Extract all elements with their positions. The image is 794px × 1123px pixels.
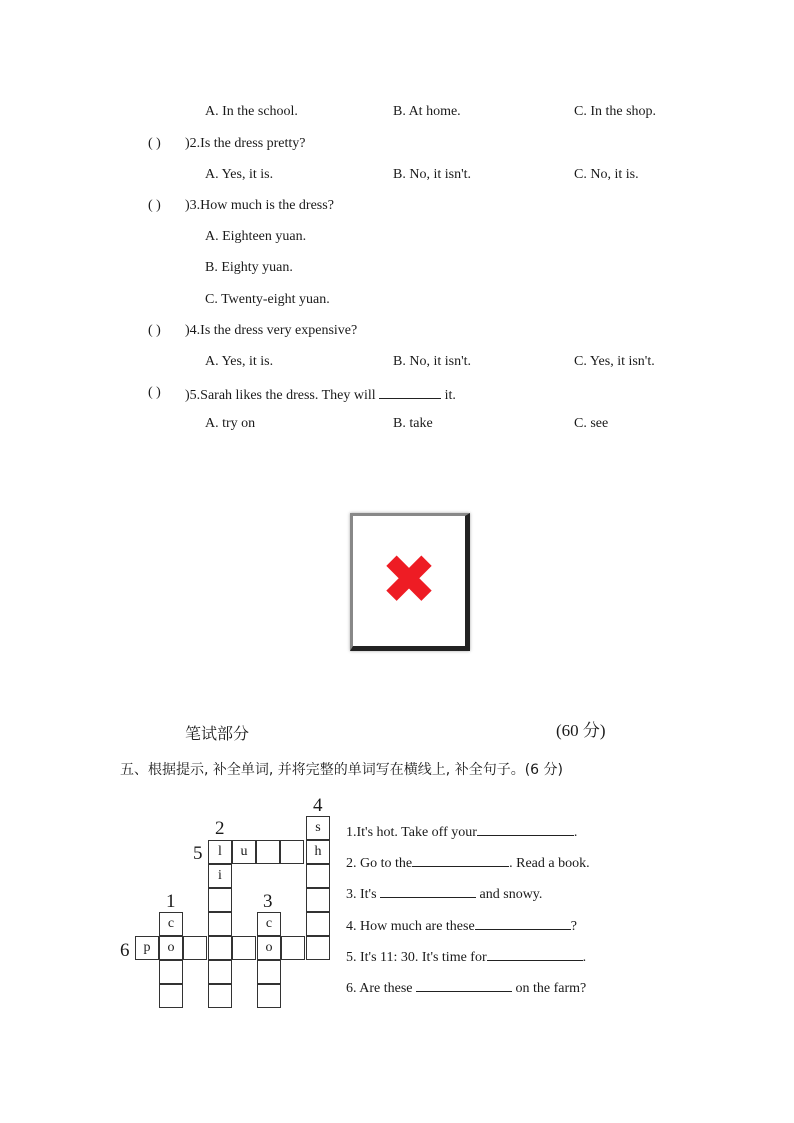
clue-6 <box>346 978 586 997</box>
crossword-cell[interactable] <box>306 912 330 936</box>
clue-3 <box>346 884 542 903</box>
clue-6-end: on the farm? <box>515 981 587 996</box>
crossword-cell[interactable] <box>159 960 183 984</box>
crossword-cell[interactable] <box>257 960 281 984</box>
crossword-number-3: 3 <box>263 891 273 912</box>
clue-5-text: 5. It's 11: 30. It's time for <box>346 950 487 965</box>
crossword-cell[interactable] <box>208 984 232 1008</box>
q5-option-a: A. try on <box>205 416 256 431</box>
clue-3-blank[interactable] <box>380 884 476 898</box>
q5-blank[interactable] <box>379 385 441 399</box>
q1-option-c: C. In the shop. <box>574 104 657 119</box>
crossword-cell[interactable]: c <box>159 912 183 936</box>
crossword-cell[interactable] <box>208 960 232 984</box>
q5-answer-paren[interactable]: ( ) <box>148 385 161 400</box>
crossword-cell[interactable] <box>183 936 207 960</box>
crossword-cell[interactable] <box>306 864 330 888</box>
crossword-number-4: 4 <box>313 795 323 816</box>
red-x-icon: ✖ <box>380 541 438 620</box>
q3-option-c: C. Twenty-eight yuan. <box>205 292 330 307</box>
q4-option-b: B. No, it isn't. <box>393 354 471 369</box>
written-section-score: (60 分) <box>556 721 606 740</box>
written-section-title: 笔试部分 <box>185 724 250 743</box>
crossword-cell[interactable]: l <box>208 840 232 864</box>
crossword-cell[interactable]: i <box>208 864 232 888</box>
crossword-number-1: 1 <box>166 891 176 912</box>
crossword-number-2: 2 <box>215 818 225 839</box>
clue-2-end: . Read a book. <box>509 856 590 871</box>
q4-answer-paren[interactable]: ( ) <box>148 323 161 338</box>
q5-option-c: C. see <box>574 416 609 431</box>
clue-3-end: and snowy. <box>479 887 543 902</box>
clue-2 <box>346 853 590 872</box>
q4-stem: )4.Is the dress very expensive? <box>185 323 358 338</box>
crossword-cell[interactable] <box>257 984 281 1008</box>
crossword-cell[interactable]: o <box>159 936 183 960</box>
q3-option-a: A. Eighteen yuan. <box>205 229 307 244</box>
clue-4-blank[interactable] <box>475 916 571 930</box>
clue-1 <box>346 822 577 841</box>
q2-option-a: A. Yes, it is. <box>205 167 274 182</box>
crossword-cell[interactable]: h <box>306 840 330 864</box>
clue-5 <box>346 947 586 966</box>
crossword-cell[interactable] <box>208 888 232 912</box>
crossword-cell[interactable]: p <box>135 936 159 960</box>
clue-1-text: 1.It's hot. Take off your <box>346 825 477 840</box>
crossword-number-6: 6 <box>120 940 130 961</box>
crossword-number-5: 5 <box>193 843 203 864</box>
q3-stem: )3.How much is the dress? <box>185 198 334 213</box>
clue-6-blank[interactable] <box>416 978 512 992</box>
q5-stem-end: it. <box>444 388 456 403</box>
q1-option-b: B. At home. <box>393 104 461 119</box>
clue-4-end: ? <box>570 919 577 934</box>
clue-1-blank[interactable] <box>477 822 574 836</box>
clue-2-text: 2. Go to the <box>346 856 413 871</box>
clue-4-text: 4. How much are these <box>346 919 475 934</box>
q2-option-c: C. No, it is. <box>574 167 639 182</box>
clue-1-end: . <box>573 825 578 840</box>
crossword-cell[interactable] <box>208 912 232 936</box>
crossword-cell[interactable] <box>281 936 305 960</box>
clue-4 <box>346 916 577 935</box>
q4-option-a: A. Yes, it is. <box>205 354 274 369</box>
crossword-cell[interactable] <box>280 840 304 864</box>
crossword-cell[interactable] <box>232 936 256 960</box>
q3-answer-paren[interactable]: ( ) <box>148 198 161 213</box>
q1-option-a: A. In the school. <box>205 104 298 119</box>
crossword-cell[interactable] <box>306 936 330 960</box>
clue-3-text: 3. It's <box>346 887 377 902</box>
q2-stem: )2.Is the dress pretty? <box>185 136 306 151</box>
crossword-cell[interactable] <box>208 936 232 960</box>
crossword-cell[interactable]: c <box>257 912 281 936</box>
broken-image-icon <box>350 513 470 651</box>
q2-answer-paren[interactable]: ( ) <box>148 136 161 151</box>
q5-stem-start: )5.Sarah likes the dress. They will <box>185 388 376 403</box>
q4-option-c: C. Yes, it isn't. <box>574 354 655 369</box>
crossword-cell[interactable] <box>306 888 330 912</box>
clue-5-blank[interactable] <box>487 947 583 961</box>
crossword-cell[interactable] <box>256 840 280 864</box>
crossword-cell[interactable]: o <box>257 936 281 960</box>
q3-option-b: B. Eighty yuan. <box>205 260 293 275</box>
clue-2-blank[interactable] <box>412 853 509 867</box>
clue-5-end: . <box>582 950 587 965</box>
crossword-cell[interactable]: u <box>232 840 256 864</box>
q2-option-b: B. No, it isn't. <box>393 167 471 182</box>
crossword-cell[interactable]: s <box>306 816 330 840</box>
crossword-cell[interactable] <box>159 984 183 1008</box>
q5-option-b: B. take <box>393 416 433 431</box>
clue-6-text: 6. Are these <box>346 981 413 996</box>
section5-heading: 五、根据提示, 补全单词, 并将完整的单词写在横线上, 补全句子。(6 分) <box>120 762 563 778</box>
q5-stem <box>185 385 456 404</box>
